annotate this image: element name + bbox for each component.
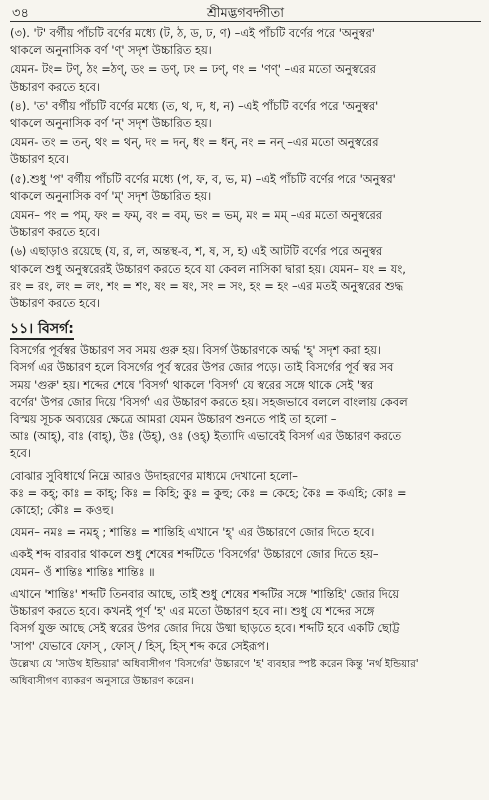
page-number: ৩৪ [12, 6, 29, 21]
text-line: (৪). 'ত' বর্গীয় পাঁচটি বর্ণের মধ্যে (ত, থ, দ, ধ, ন) –এই পাঁচটি বর্ণের পরে 'অনুস্বর' [10, 98, 379, 113]
text-line: সময় 'গুরু' হয়। শব্দের শেষে 'বিসর্গ' থাকলে 'বিসর্গ' যে স্বরের সঙ্গে থাকে সেই 'স্বর [10, 377, 374, 392]
visarga-section [10, 342, 481, 654]
section-title-wrap [10, 312, 481, 342]
text-line: 'সাপ' যেভাবে ফোস্ , ফোস্ / হিস্, হিস্ শব্দ করে সেইরূপ। [10, 638, 269, 653]
text-line: থাকলে অনুনাসিক বর্ণ 'ম্' সদৃশ উচ্চারিত হয়। [10, 188, 212, 203]
text-line: (৬) এছাড়াও রয়েছে (য, র, ল, অন্তস্থ-ব, শ, ষ, স, হ) এই আটটি বর্ণের পরে অনুস্বর [10, 244, 383, 259]
text-line: থাকলে অনুনাসিক বর্ণ 'ন্' সদৃশ উচ্চারিত হয়। [10, 116, 212, 131]
text-line: এখানে 'শান্তিঃ' শব্দটি তিনবার আছে, তাই শুধু শেষের শব্দটির সঙ্গে 'শান্তিহি' জোর দিয়ে [10, 586, 400, 601]
text-line: যেমন– পং = পম্, ফং = ফম্, বং = বম্, ভং = ভম্, মং = মম্ –এর মতো অনুস্বরের [10, 208, 383, 223]
text-line: উচ্চারণ করতে হবে। [10, 79, 101, 94]
anusvara-rules [10, 25, 481, 312]
text-line: কোহো; কৌঃ = কওহু। [10, 503, 114, 518]
text-line: (৩). 'ট' বর্গীয় পাঁচটি বর্ণের মধ্যে (ট, ঠ, ড, ঢ, ণ) –এই পাঁচটি বর্ণের পরে 'অনুস্বর' [10, 26, 375, 40]
text-line: উচ্চারণ করতে হবে। কখনই পূর্ণ 'হ' এর মতো উচ্চারণ হবে না। শুধু যে শব্দের সঙ্গে [10, 604, 375, 619]
text-line: বিসর্গের পূর্বস্বর উচ্চারণ সব সময় গুরু হয়। বিসর্গ উচ্চারণকে অর্দ্ধ 'হ্' সদৃশ করা হয়। [10, 343, 381, 358]
text-line: বিসর্গ এর উচ্চারণ হলে বিসর্গের পূর্ব স্বরের উপর জোর পড়ে। তাই বিসর্গের পূর্ব স্বর সব [10, 360, 394, 375]
footnote [10, 658, 481, 690]
text-line: যেমন– ওঁ শান্তিঃ শান্তিঃ শান্তিঃ ॥ [10, 564, 155, 579]
text-line: থাকলে শুধু অনুস্বরেরই উচ্চারণ করতে হবে যা কেবল নাসিকা দ্বারা হয়। যেমন– যং = যং, [10, 261, 406, 276]
text-line: কঃ = কহ্; কাঃ = কাহ্; কিঃ = কিহি; কুঃ = কুহু; কেঃ = কেহে; কৈঃ = কএহি; কোঃ = [10, 485, 407, 500]
page-header [10, 4, 481, 22]
text-line: অধিবাসীগণ ব্যাকরণ অনুসারে উচ্চারণ করেন। [10, 676, 194, 688]
text-line: (৫).শুধু 'প' বর্গীয় পাঁচটি বর্ণের মধ্যে (প, ফ, ব, ভ, ম) –এই পাঁচটি বর্ণের পরে 'অনুস্বর' [10, 171, 396, 186]
text-line: বিসর্গ যুক্ত আছে সেই স্বরের উপর জোর দিয়ে উষ্মা ছাড়তে হবে। শব্দটি হবে একটি ছোট্ট [10, 621, 400, 636]
running-title: শ্রীমদ্ভগবদ্গীতা [206, 6, 285, 21]
text-line: উচ্চারণ হবে। [10, 152, 70, 167]
text-line: বোঝার সুবিধার্থে নিম্নে আরও উদাহরণের মাধ্যমে দেখানো হলো– [10, 468, 298, 483]
text-line: উল্লেখ্য যে 'সাউথ ইন্ডিয়ার' অধিবাসীগণ 'বিসর্গের' উচ্চারণে 'হ' ব্যবহার স্পষ্ট করেন কিন্তু 'নর্থ ইন্ডিয়ার' [10, 658, 419, 670]
text-line: যেমন- তং = তন্, থং = থন্, দং = দন্, ধং = ধন্, নং = নন্ –এর মতো অনুস্বরের [10, 135, 379, 150]
text-line: থাকলে অনুনাসিক বর্ণ 'ণ্' সদৃশ উচ্চারিত হয়। [10, 43, 212, 58]
text-line: উচ্চারণ করতে হবে। [10, 225, 101, 240]
text-line: যেমন– নমঃ = নমহ্ ; শান্তিঃ = শান্তিহি এখানে 'হ্' এর উচ্চারণে জোর দিতে হবে। [10, 525, 375, 540]
text-line: উচ্চারণ করতে হবে। [10, 296, 101, 311]
text-line: রং = রং, লং = লং, শং = শং, ষং = ষং, সং = সং, হং = হং –এর মতই অনুস্বরের শুদ্ধ [10, 278, 404, 293]
section-heading: ১১। বিসর্গ: [10, 320, 74, 340]
text-line: একই শব্দ বারবার থাকলে শুধু শেষের শব্দটিতে 'বিসর্গের' উচ্চারণে জোর দিতে হয়– [10, 547, 379, 562]
text-line: বর্ণের' উপর জোর দিয়ে 'বিসর্গ' এর উচ্চারণ করতে হয়। সহজভাবে বললে বাংলায় কেবল [10, 394, 408, 409]
text-line: হবে। [10, 446, 31, 461]
text-line: বিস্ময় সূচক অব্যয়ের ক্ষেত্রে আমরা যেমন উচ্চারণ শুনতে পাই তা হলো – [10, 412, 337, 427]
text-line: যেমন- টং= টণ্, ঠং =ঠণ্, ডং = ডণ্, ঢং = ঢণ্, ণং = 'ণণ্' –এর মতো অনুস্বরের [10, 62, 376, 77]
text-line: আঃ (আহ্), বাঃ (বাহ্), উঃ (উহ্), ওঃ (ওহ্) ইত্যাদি এভাবেই বিসর্গ এর উচ্চারণ করতে [10, 429, 402, 444]
